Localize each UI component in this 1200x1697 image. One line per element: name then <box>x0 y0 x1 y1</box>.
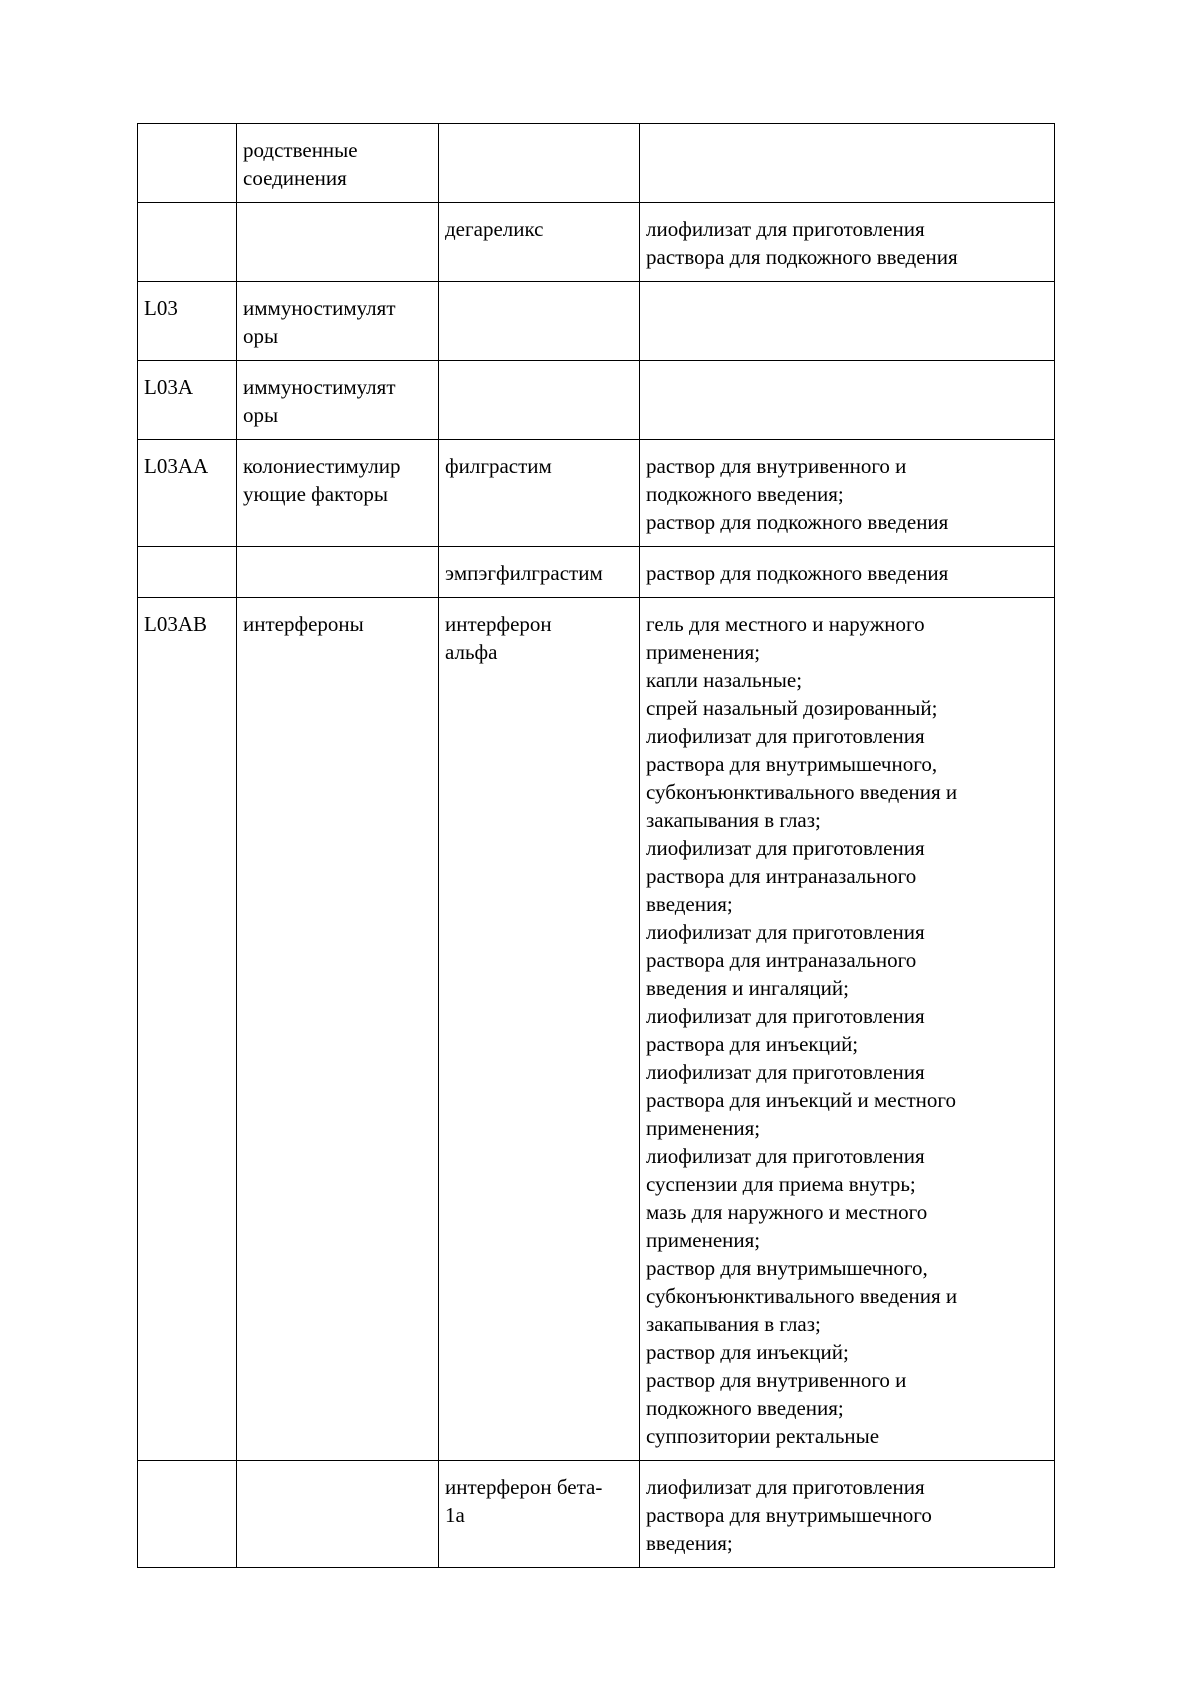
dosage-form-line: лиофилизат для приготовления <box>646 1060 925 1084</box>
drug-name-cell <box>439 1461 640 1568</box>
atc-code-text: L03A <box>144 375 193 399</box>
group-name-cell <box>237 598 439 1461</box>
dosage-form-line: раствора для инъекций и местного <box>646 1088 957 1112</box>
group-name-line: интерфероны <box>243 612 364 636</box>
atc-code-text: L03 <box>144 296 178 320</box>
dosage-form-line: лиофилизат для приготовления <box>646 1004 925 1028</box>
drug-name-line: интерферон <box>445 612 552 636</box>
group-name-cell <box>237 440 439 547</box>
drug-classification-table <box>137 123 1055 1568</box>
drug-name-line: филграстим <box>445 454 552 478</box>
atc-code-text: L03AA <box>144 454 209 478</box>
dosage-form-line: подкожного введения; <box>646 1396 844 1420</box>
drug-name-line: дегареликс <box>445 217 544 241</box>
dosage-form-line: суппозитории ректальные <box>646 1424 880 1448</box>
dosage-form-line: лиофилизат для приготовления <box>646 1144 925 1168</box>
group-name-cell <box>237 203 439 282</box>
group-name-cell <box>237 547 439 598</box>
dosage-form-line: раствора для интраназального <box>646 948 917 972</box>
dosage-form-line: применения; <box>646 1228 761 1252</box>
dosage-form-line: лиофилизат для приготовления <box>646 724 925 748</box>
dosage-forms-cell <box>640 547 1055 598</box>
group-name-line: ующие факторы <box>243 482 389 506</box>
atc-code-text: L03AB <box>144 612 207 636</box>
drug-name-cell <box>439 203 640 282</box>
atc-code-cell <box>138 203 237 282</box>
dosage-form-line: раствор для подкожного введения <box>646 510 949 534</box>
group-name-line: оры <box>243 324 279 348</box>
group-name-cell <box>237 282 439 361</box>
drug-name-cell <box>439 282 640 361</box>
dosage-form-line: подкожного введения; <box>646 482 844 506</box>
atc-code-cell <box>138 1461 237 1568</box>
dosage-form-line: мазь для наружного и местного <box>646 1200 928 1224</box>
group-name-cell <box>237 361 439 440</box>
dosage-form-line: раствора для инъекций; <box>646 1032 859 1056</box>
dosage-form-line: введения; <box>646 1531 733 1555</box>
dosage-forms-cell <box>640 1461 1055 1568</box>
drug-name-line: альфа <box>445 640 498 664</box>
table-row <box>138 124 1055 203</box>
group-name-cell <box>237 124 439 203</box>
dosage-form-line: введения и ингаляций; <box>646 976 849 1000</box>
group-name-cell <box>237 1461 439 1568</box>
atc-code-cell <box>138 440 237 547</box>
table-body <box>138 124 1055 1568</box>
dosage-form-line: раствора для внутримышечного <box>646 1503 932 1527</box>
atc-code-cell <box>138 282 237 361</box>
dosage-form-line: суспензии для приема внутрь; <box>646 1172 916 1196</box>
group-name-line: иммуностимулят <box>243 375 396 399</box>
table-row <box>138 203 1055 282</box>
drug-name-line: 1a <box>445 1503 465 1527</box>
table-row <box>138 282 1055 361</box>
atc-code-cell <box>138 547 237 598</box>
group-name-line: оры <box>243 403 279 427</box>
dosage-form-line: субконъюнктивального введения и <box>646 1284 958 1308</box>
dosage-form-line: раствор для инъекций; <box>646 1340 849 1364</box>
drug-name-line: эмпэгфилграстим <box>445 561 603 585</box>
table-row <box>138 361 1055 440</box>
dosage-form-line: субконъюнктивального введения и <box>646 780 958 804</box>
group-name-line: колониестимулир <box>243 454 401 478</box>
dosage-form-line: введения; <box>646 892 733 916</box>
dosage-form-line: раствор для подкожного введения <box>646 561 949 585</box>
atc-code-cell <box>138 124 237 203</box>
table-row <box>138 598 1055 1461</box>
dosage-forms-cell <box>640 598 1055 1461</box>
dosage-form-line: капли назальные; <box>646 668 803 692</box>
dosage-form-line: лиофилизат для приготовления <box>646 920 925 944</box>
dosage-forms-cell <box>640 282 1055 361</box>
table-row <box>138 1461 1055 1568</box>
dosage-forms-cell <box>640 361 1055 440</box>
dosage-form-line: раствора для подкожного введения <box>646 245 958 269</box>
drug-name-cell <box>439 598 640 1461</box>
dosage-form-line: раствор для внутривенного и <box>646 454 907 478</box>
dosage-form-line: гель для местного и наружного <box>646 612 925 636</box>
drug-name-line: интерферон бета- <box>445 1475 603 1499</box>
atc-code-cell <box>138 361 237 440</box>
dosage-form-line: применения; <box>646 640 761 664</box>
dosage-forms-cell <box>640 440 1055 547</box>
dosage-forms-cell <box>640 124 1055 203</box>
dosage-form-line: раствора для внутримышечного, <box>646 752 938 776</box>
dosage-forms-cell <box>640 203 1055 282</box>
dosage-form-line: лиофилизат для приготовления <box>646 217 925 241</box>
drug-name-cell <box>439 547 640 598</box>
dosage-form-line: лиофилизат для приготовления <box>646 836 925 860</box>
table-row <box>138 547 1055 598</box>
dosage-form-line: закапывания в глаз; <box>646 1312 821 1336</box>
dosage-form-line: применения; <box>646 1116 761 1140</box>
dosage-form-line: раствор для внутривенного и <box>646 1368 907 1392</box>
group-name-line: иммуностимулят <box>243 296 396 320</box>
atc-code-cell <box>138 598 237 1461</box>
drug-name-cell <box>439 440 640 547</box>
drug-name-cell <box>439 124 640 203</box>
group-name-line: соединения <box>243 166 347 190</box>
dosage-form-line: спрей назальный дозированный; <box>646 696 938 720</box>
group-name-line: родственные <box>243 138 358 162</box>
table-row <box>138 440 1055 547</box>
dosage-form-line: закапывания в глаз; <box>646 808 821 832</box>
dosage-form-line: раствор для внутримышечного, <box>646 1256 928 1280</box>
dosage-form-line: лиофилизат для приготовления <box>646 1475 925 1499</box>
dosage-form-line: раствора для интраназального <box>646 864 917 888</box>
drug-name-cell <box>439 361 640 440</box>
